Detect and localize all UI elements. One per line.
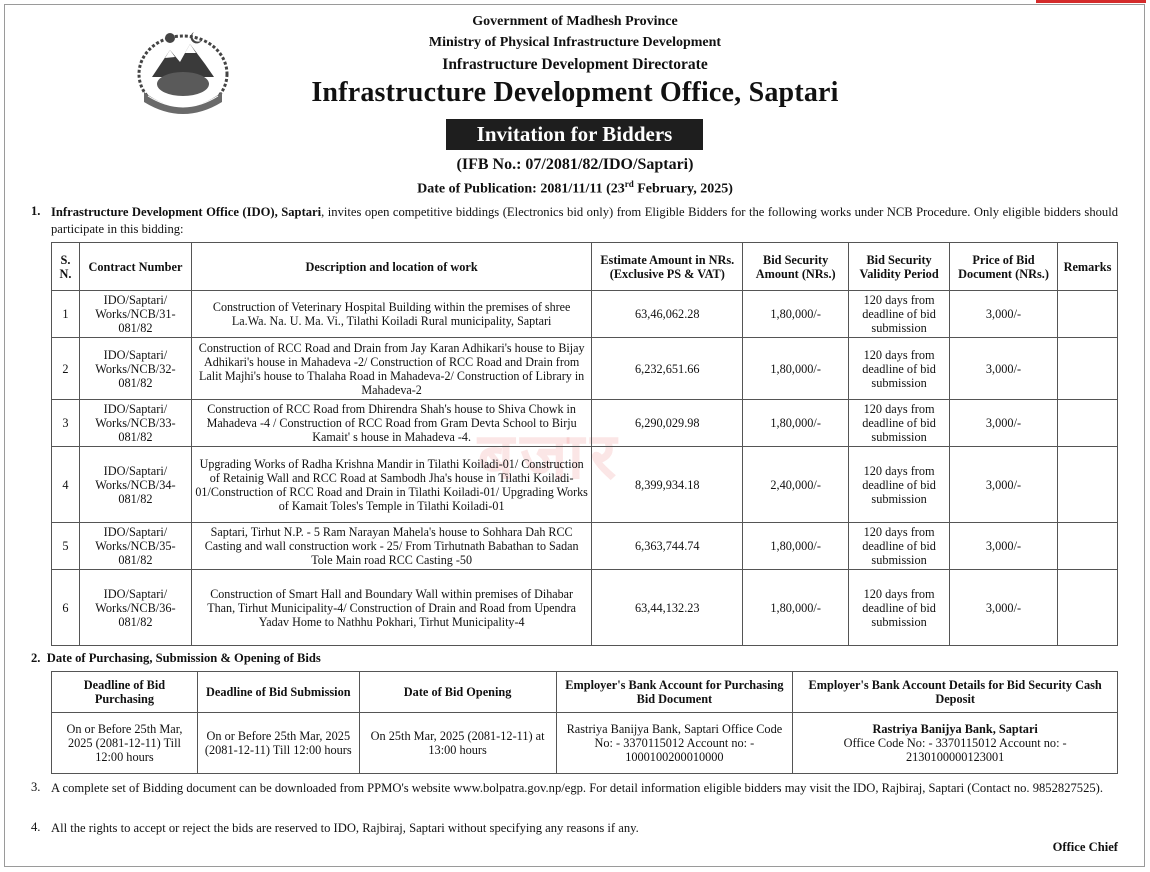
cell-security: 1,80,000/- — [743, 338, 849, 400]
col-header-bank-purchase: Employer's Bank Account for Purchasing Bid Document — [556, 672, 793, 713]
col-header-validity: Bid Security Validity Period — [849, 243, 950, 291]
ministry-line: Ministry of Physical Infrastructure Development — [428, 35, 722, 50]
cell-contract: IDO/Saptari/ Works/NCB/32-081/82 — [79, 338, 191, 400]
dates-table — [51, 671, 1118, 774]
table-row — [52, 447, 1118, 523]
office-title: Infrastructure Development Office, Saptari — [311, 77, 839, 108]
cell-sn: 3 — [52, 400, 80, 447]
signature-office-chief: Office Chief — [1052, 840, 1118, 854]
table-row — [52, 523, 1118, 570]
govt-line: Government of Madhesh Province — [472, 14, 678, 29]
cell-description: Construction of Smart Hall and Boundary Wall within premises of Dihabar Than, Tirhut Municipality-4/ Construction of Drain and Road from Upendra Yadav Home to Nathhu Pokhari, Tirhut Municipality-4 — [191, 570, 591, 646]
intro-paragraph: Infrastructure Development Office (IDO), Saptari, invites open competitive biddings (Electronics bid only) from Eligible Bidders for the following works under NCB Procedure. Only eligible bidders should participate in this bidding: — [51, 205, 1119, 236]
cell-contract: IDO/Saptari/ Works/NCB/34-081/82 — [79, 447, 191, 523]
cell-description: Saptari, Tirhut N.P. - 5 Ram Narayan Mahela's house to Sohhara Dah RCC Casting and wall construction work - 25/ From Tirhutnath Babathan to Sadan Tole Main road RCC Casting -50 — [191, 523, 591, 570]
table-row — [52, 713, 1118, 774]
section2-title: 2. Date of Purchasing, Submission & Opening of Bids — [31, 651, 321, 665]
col-header-submission: Deadline of Bid Submission — [197, 672, 359, 713]
cell-estimate: 6,232,651.66 — [592, 338, 743, 400]
col-header-estimate: Estimate Amount in NRs. (Exclusive PS & VAT) — [592, 243, 743, 291]
cell-remarks — [1057, 291, 1117, 338]
para4-number: 4. — [31, 820, 41, 834]
cell-validity: 120 days from deadline of bid submission — [849, 338, 950, 400]
cell-validity: 120 days from deadline of bid submission — [849, 523, 950, 570]
publication-date: Date of Publication: 2081/11/11 (23rd February, 2025) — [417, 179, 733, 197]
cell-validity: 120 days from deadline of bid submission — [849, 447, 950, 523]
col-header-remarks: Remarks — [1057, 243, 1117, 291]
watermark-text: बजार — [477, 420, 623, 494]
cell-remarks — [1057, 447, 1117, 523]
invitation-banner: Invitation for Bidders — [446, 119, 703, 150]
cell-estimate: 63,46,062.28 — [592, 291, 743, 338]
cell-remarks — [1057, 338, 1117, 400]
rights-paragraph: All the rights to accept or reject the bids are reserved to IDO, Rajbiraj, Saptari without specifying any reasons if any. — [51, 821, 639, 835]
cell-sn: 1 — [52, 291, 80, 338]
cell-security: 1,80,000/- — [743, 400, 849, 447]
cell-security: 2,40,000/- — [743, 447, 849, 523]
cell-price: 3,000/- — [950, 291, 1058, 338]
cell-remarks — [1057, 570, 1117, 646]
cell-sn: 4 — [52, 447, 80, 523]
works-table-header — [52, 243, 1118, 291]
cell-estimate: 63,44,132.23 — [592, 570, 743, 646]
corner-accent — [1036, 0, 1146, 3]
cell-remarks — [1057, 523, 1117, 570]
download-paragraph: A complete set of Bidding document can be downloaded from PPMO's website www.bolpatra.gov.np/egp. For detail information eligible bidders may visit the IDO, Rajbiraj, Saptari (Contact no. 9852827525). — [51, 781, 1104, 795]
cell-validity: 120 days from deadline of bid submission — [849, 570, 950, 646]
cell-submission: On or Before 25th Mar, 2025 (2081-12-11) Till 12:00 hours — [197, 713, 359, 774]
cell-purchasing: On or Before 25th Mar, 2025 (2081-12-11) Till 12:00 hours — [52, 713, 198, 774]
col-header-contract: Contract Number — [79, 243, 191, 291]
cell-remarks — [1057, 400, 1117, 447]
col-header-purchasing: Deadline of Bid Purchasing — [52, 672, 198, 713]
cell-contract: IDO/Saptari/ Works/NCB/31-081/82 — [79, 291, 191, 338]
cell-estimate: 6,363,744.74 — [592, 523, 743, 570]
cell-contract: IDO/Saptari/ Works/NCB/35-081/82 — [79, 523, 191, 570]
col-header-security: Bid Security Amount (NRs.) — [743, 243, 849, 291]
cell-sn: 6 — [52, 570, 80, 646]
cell-security: 1,80,000/- — [743, 523, 849, 570]
cell-price: 3,000/- — [950, 570, 1058, 646]
works-table — [51, 242, 1118, 646]
dates-table-header — [52, 672, 1118, 713]
ifb-number: (IFB No.: 07/2081/82/IDO/Saptari) — [456, 156, 694, 173]
cell-description: Construction of RCC Road and Drain from Jay Karan Adhikari's house to Bijay Adhikari's house in Mahadeva -2/ Construction of RCC Road and Drain from Lalit Majhi's house to Thalaha Road in Mahadeva-2/ Construction of Library in Mahadeva-2 — [191, 338, 591, 400]
table-row — [52, 291, 1118, 338]
cell-description: Upgrading Works of Radha Krishna Mandir in Tilathi Koiladi-01/ Construction of Retainig Wall and RCC Road at Sambodh Jha's house in Tilathi Koiladi-01/Construction of RCC Road and Drain in Tilathi Koiladi-01/ Upgrading Works of Kamait Toles's Temple in Tilathi Koiladi-01 — [191, 447, 591, 523]
para3-number: 3. — [31, 780, 41, 794]
cell-security: 1,80,000/- — [743, 291, 849, 338]
cell-security: 1,80,000/- — [743, 570, 849, 646]
cell-opening: On 25th Mar, 2025 (2081-12-11) at 13:00 hours — [359, 713, 556, 774]
cell-validity: 120 days from deadline of bid submission — [849, 400, 950, 447]
directorate-line: Infrastructure Development Directorate — [442, 56, 708, 73]
cell-price: 3,000/- — [950, 338, 1058, 400]
cell-price: 3,000/- — [950, 523, 1058, 570]
intro-number: 1. — [31, 204, 41, 218]
table-row — [52, 570, 1118, 646]
cell-description: Construction of Veterinary Hospital Building within the premises of shree La.Wa. Na. U. Ma. Vi., Tilathi Koiladi Rural municipality, Saptari — [191, 291, 591, 338]
cell-description: Construction of RCC Road from Dhirendra Shah's house to Shiva Chowk in Mahadeva -4 / Construction of RCC Road from Gram Devta School to Birju Kamait' s house in Mahadeva -4. — [191, 400, 591, 447]
table-row — [52, 400, 1118, 447]
cell-estimate: 8,399,934.18 — [592, 447, 743, 523]
cell-sn: 5 — [52, 523, 80, 570]
col-header-sn: S. N. — [52, 243, 80, 291]
cell-bank-deposit: Rastriya Banijya Bank, Saptari Office Code No: - 3370115012 Account no: - 2130100000123001 — [793, 713, 1118, 774]
cell-estimate: 6,290,029.98 — [592, 400, 743, 447]
col-header-price: Price of Bid Document (NRs.) — [950, 243, 1058, 291]
cell-bank-purchase: Rastriya Banijya Bank, Saptari Office Code No: - 3370115012 Account no: - 1000100200010000 — [556, 713, 793, 774]
col-header-opening: Date of Bid Opening — [359, 672, 556, 713]
table-row — [52, 338, 1118, 400]
cell-contract: IDO/Saptari/ Works/NCB/33-081/82 — [79, 400, 191, 447]
cell-sn: 2 — [52, 338, 80, 400]
cell-price: 3,000/- — [950, 400, 1058, 447]
cell-contract: IDO/Saptari/ Works/NCB/36-081/82 — [79, 570, 191, 646]
cell-validity: 120 days from deadline of bid submission — [849, 291, 950, 338]
col-header-description: Description and location of work — [191, 243, 591, 291]
col-header-bank-deposit: Employer's Bank Account Details for Bid Security Cash Deposit — [793, 672, 1118, 713]
cell-price: 3,000/- — [950, 447, 1058, 523]
